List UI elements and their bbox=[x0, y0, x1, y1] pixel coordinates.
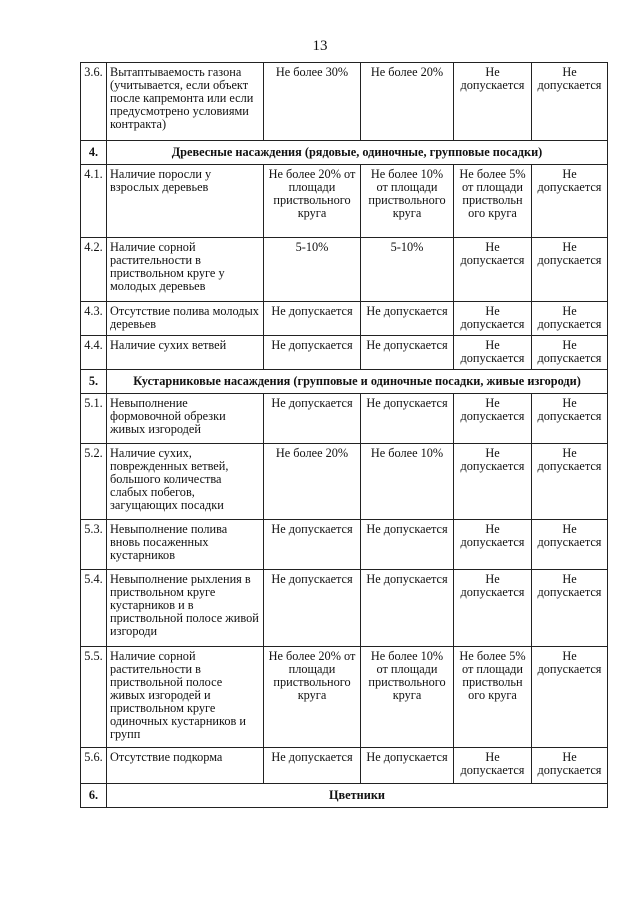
value-col-4: Не допускается bbox=[532, 748, 608, 784]
value-col-1: Не допускается bbox=[264, 520, 361, 570]
value-col-1: 5-10% bbox=[264, 238, 361, 302]
section-row bbox=[81, 141, 608, 165]
page-number: 13 bbox=[312, 38, 328, 54]
value-col-1: Не более 20% от площади приствольного круга bbox=[264, 647, 361, 748]
item-number: 4.4. bbox=[81, 336, 107, 370]
item-number: 5.3. bbox=[81, 520, 107, 570]
item-description: Отсутствие подкорма bbox=[107, 748, 264, 784]
value-col-1: Не допускается bbox=[264, 394, 361, 444]
value-col-1: Не допускается bbox=[264, 748, 361, 784]
table-row bbox=[81, 570, 608, 647]
item-description: Невыполнение формовочной обрезки живых изгородей bbox=[107, 394, 264, 444]
table-row bbox=[81, 302, 608, 336]
value-col-2: Не более 20% bbox=[361, 63, 454, 141]
value-col-4: Не допускается bbox=[532, 647, 608, 748]
item-description: Вытаптываемость газона (учитывается, если объект после капремонта или если предусмотрено условиями контракта) bbox=[107, 63, 264, 141]
value-col-2: Не более 10% от площади приствольного круга bbox=[361, 647, 454, 748]
item-description: Отсутствие полива молодых деревьев bbox=[107, 302, 264, 336]
value-col-2: Не допускается bbox=[361, 520, 454, 570]
item-number: 5.1. bbox=[81, 394, 107, 444]
value-col-2: Не более 10% от площади приствольного круга bbox=[361, 165, 454, 238]
item-number: 5.2. bbox=[81, 444, 107, 520]
value-col-3: Не более 5% от площади приствольн ого круга bbox=[454, 647, 532, 748]
table-row bbox=[81, 238, 608, 302]
item-number: 4.3. bbox=[81, 302, 107, 336]
section-row bbox=[81, 784, 608, 808]
value-col-3: Не допускается bbox=[454, 238, 532, 302]
item-number: 4.2. bbox=[81, 238, 107, 302]
value-col-1: Не допускается bbox=[264, 570, 361, 647]
table-row bbox=[81, 394, 608, 444]
value-col-3: Не допускается bbox=[454, 336, 532, 370]
value-col-2: Не допускается bbox=[361, 302, 454, 336]
table-row bbox=[81, 63, 608, 141]
section-row bbox=[81, 370, 608, 394]
value-col-4: Не допускается bbox=[532, 302, 608, 336]
item-description: Наличие сухих, поврежденных ветвей, большого количества слабых побегов, загущающих посадки bbox=[107, 444, 264, 520]
section-title: Кустарниковые насаждения (групповые и одиночные посадки, живые изгороди) bbox=[107, 370, 608, 394]
item-description: Наличие поросли у взрослых деревьев bbox=[107, 165, 264, 238]
item-description: Наличие сухих ветвей bbox=[107, 336, 264, 370]
item-description: Наличие сорной растительности в приствольной полосе живых изгородей и приствольном круге одиночных кустарников и групп bbox=[107, 647, 264, 748]
value-col-4: Не допускается bbox=[532, 165, 608, 238]
standards-table bbox=[80, 62, 608, 808]
item-description: Невыполнение полива вновь посаженных кустарников bbox=[107, 520, 264, 570]
value-col-2: Не допускается bbox=[361, 394, 454, 444]
table-row bbox=[81, 336, 608, 370]
value-col-4: Не допускается bbox=[532, 570, 608, 647]
section-number: 6. bbox=[81, 784, 107, 808]
value-col-3: Не допускается bbox=[454, 520, 532, 570]
value-col-4: Не допускается bbox=[532, 520, 608, 570]
value-col-4: Не допускается bbox=[532, 238, 608, 302]
section-number: 4. bbox=[81, 141, 107, 165]
value-col-3: Не допускается bbox=[454, 748, 532, 784]
value-col-4: Не допускается bbox=[532, 63, 608, 141]
item-number: 3.6. bbox=[81, 63, 107, 141]
value-col-4: Не допускается bbox=[532, 444, 608, 520]
table-row bbox=[81, 647, 608, 748]
item-number: 5.6. bbox=[81, 748, 107, 784]
table-row bbox=[81, 165, 608, 238]
item-number: 4.1. bbox=[81, 165, 107, 238]
value-col-2: Не допускается bbox=[361, 336, 454, 370]
value-col-3: Не допускается bbox=[454, 394, 532, 444]
table-row bbox=[81, 444, 608, 520]
value-col-1: Не допускается bbox=[264, 336, 361, 370]
value-col-3: Не более 5% от площади приствольн ого круга bbox=[454, 165, 532, 238]
value-col-4: Не допускается bbox=[532, 394, 608, 444]
value-col-2: Не более 10% bbox=[361, 444, 454, 520]
value-col-2: Не допускается bbox=[361, 748, 454, 784]
item-number: 5.4. bbox=[81, 570, 107, 647]
value-col-3: Не допускается bbox=[454, 302, 532, 336]
table-row bbox=[81, 748, 608, 784]
item-number: 5.5. bbox=[81, 647, 107, 748]
value-col-2: 5-10% bbox=[361, 238, 454, 302]
section-title: Цветники bbox=[107, 784, 608, 808]
value-col-3: Не допускается bbox=[454, 570, 532, 647]
value-col-1: Не допускается bbox=[264, 302, 361, 336]
section-number: 5. bbox=[81, 370, 107, 394]
value-col-2: Не допускается bbox=[361, 570, 454, 647]
value-col-3: Не допускается bbox=[454, 444, 532, 520]
value-col-1: Не более 20% bbox=[264, 444, 361, 520]
value-col-1: Не более 20% от площади приствольного круга bbox=[264, 165, 361, 238]
table-row bbox=[81, 520, 608, 570]
item-description: Наличие сорной растительности в приствольном круге у молодых деревьев bbox=[107, 238, 264, 302]
section-title: Древесные насаждения (рядовые, одиночные, групповые посадки) bbox=[107, 141, 608, 165]
table-body bbox=[81, 63, 608, 808]
item-description: Невыполнение рыхления в приствольном круге кустарников и в приствольной полосе живой изгороди bbox=[107, 570, 264, 647]
value-col-3: Не допускается bbox=[454, 63, 532, 141]
value-col-4: Не допускается bbox=[532, 336, 608, 370]
value-col-1: Не более 30% bbox=[264, 63, 361, 141]
